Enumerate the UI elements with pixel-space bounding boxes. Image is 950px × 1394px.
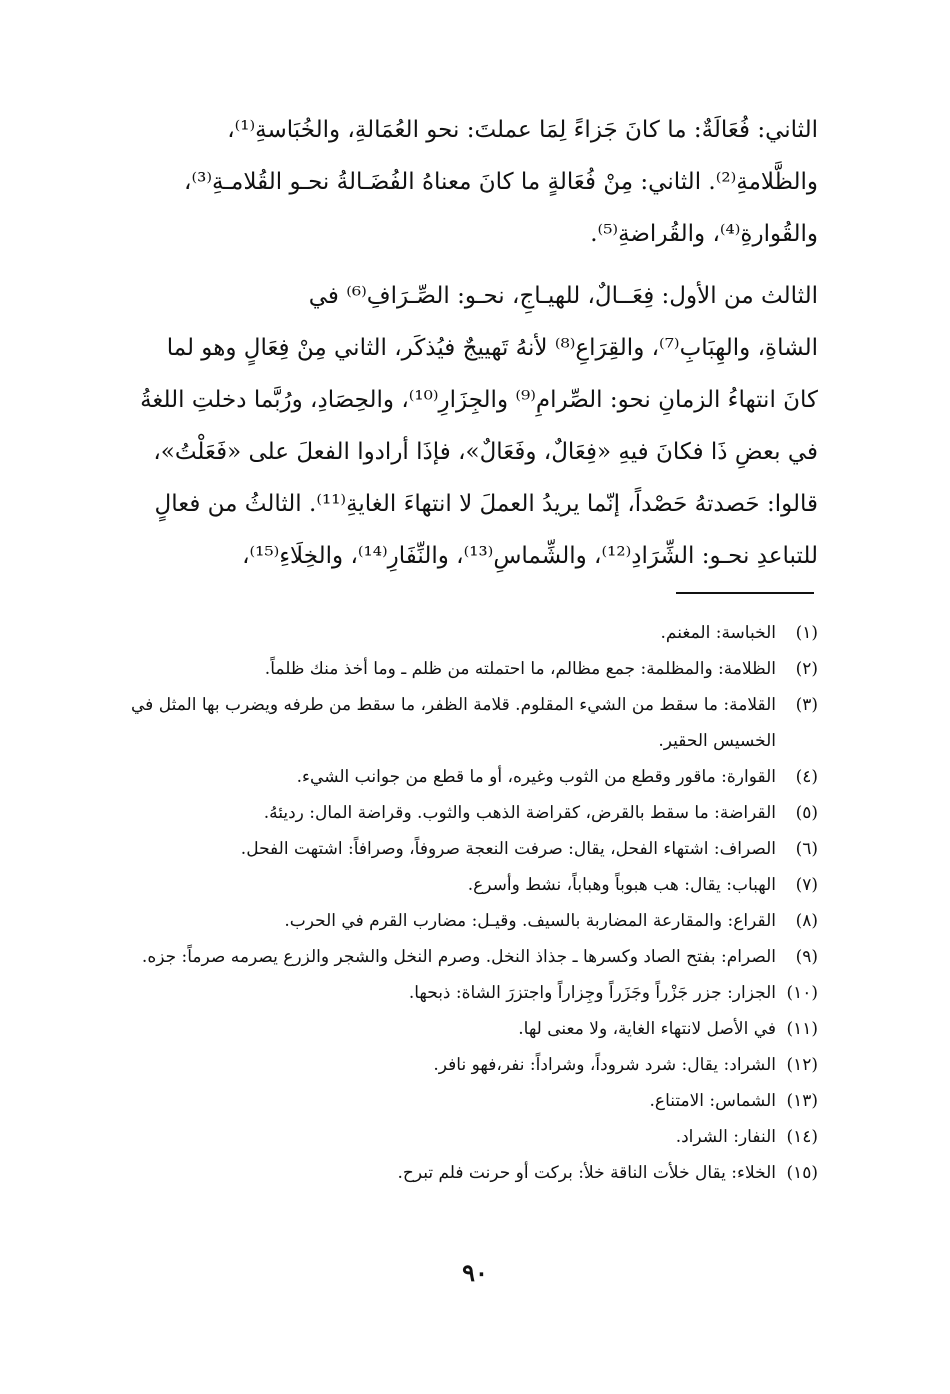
footnote-item [118,1119,818,1155]
footnote-text: الصرام: بفتح الصاد وكسرها ـ جذاذ النخل. وصرم النخل والشجر والزرع يصرمه صرماً: جزه. [141,947,776,967]
footnote-text: النفار: الشراد. [675,1127,776,1147]
footnote-number: (٩) [795,947,818,967]
footnote-number: (٤) [795,767,818,787]
footnote-item [118,1047,818,1083]
footnote-text: الشراد: يقال: شرد شروداً، وشراداً: نفر،فهو نافر. [433,1055,776,1075]
footnote-text: الهباب: يقال: هب هبوباً وهباباً، نشط وأسرع. [467,875,776,895]
footnote-item [118,795,818,831]
main-text [132,104,818,582]
text-line: كانَ انتهاءُ الزمانِ نحو: الصِّرامِ⁽⁹⁾ والجِزَارِ⁽¹⁰⁾، والحِصَادِ، ورُبَّما دخلتِ اللغةُ [140,387,818,413]
footnote-number: (٥) [795,803,818,823]
footnote-item [118,687,818,759]
text-line: والظَّلامةِ⁽²⁾. الثاني: مِنْ فُعَالةٍ ما كانَ معناهُ الفُضَـالةُ نحـو القُلامـةِ⁽³⁾، [184,169,818,195]
footnote-text: الشماس: الامتناع. [649,1091,776,1111]
footnote-number: (٨) [795,911,818,931]
text-line: في بعضِ ذَا فكانَ فيهِ «فِعَالٌ، وفَعَالٌ»، فإذَا أرادوا الفعلَ على «فَعَلْتُ»، [153,439,818,465]
footnote-text: القراضة: ما سقط بالقرض، كقراضة الذهب والثوب. وقراضة المال: رديئهُ. [263,803,776,823]
footnote-text: الصراف: اشتهاء الفحل، يقال: صرفت النعجة صروفاً، وصرافاً: اشتهت الفحل. [240,839,776,859]
footnote-divider [676,592,814,594]
footnote-number: (١٠) [786,983,818,1003]
body-paragraph [132,270,818,582]
footnote-text: القلامة: ما سقط من الشيء المقلوم. قلامة الظفر، ما سقط من طرفه ويضرب بها المثل في الخسيس الحقير. [131,695,776,751]
footnote-item [118,831,818,867]
footnote-text: الظلامة: والمظلمة: جمع مظالم، ما احتملته من ظلم ـ وما أخذ منك ظلماً. [264,659,776,679]
footnote-item [118,615,818,651]
footnote-number: (١٤) [786,1127,818,1147]
page-number: ٩٠ [462,1258,488,1287]
footnote-number: (١٢) [786,1055,818,1075]
text-line: الثالث من الأول: فِعَــالٌ، للهيـاجِ، نحـو: الصِّـرَافِ⁽⁶⁾ في [308,283,818,309]
text-line: الثاني: فُعَالَةٌ: ما كانَ جَزاءً لِمَا عملتَ: نحو العُمَالةِ، والخُبَاسةِ⁽¹⁾، [227,117,818,143]
footnote-number: (١) [795,623,818,643]
footnote-item [118,903,818,939]
footnote-text: القوارة: ماقور وقطع من الثوب وغيره، أو ما قطع من جوانب الشيء. [296,767,776,787]
footnote-text: الخلاء: يقال خلأت الناقة خلأ: بركت أو حرنت فلم تبرح. [397,1163,776,1183]
footnote-item [118,1083,818,1119]
footnote-text: الجزار: جزر جَزْراً وجَزَراً وجِزاراً واجتزرَ الشاة: ذبحها. [408,983,776,1003]
footnote-text: القراع: والمقارعة المضاربة بالسيف. وقيـل: مضارب القرم في الحرب. [284,911,776,931]
footnote-number: (١٣) [786,1091,818,1111]
footnote-number: (١١) [786,1019,818,1039]
text-line: قالوا: حَصدتهُ حَصْداً، إنّما يريدُ العملَ لا انتهاءَ الغايةِ⁽¹¹⁾. الثالثُ من فعالٍ [154,491,818,517]
footnote-number: (٢) [795,659,818,679]
footnote-item [118,1011,818,1047]
footnote-text: في الأصل لانتهاء الغاية، ولا معنى لها. [518,1019,776,1039]
footnote-item [118,651,818,687]
text-line: والقُوارةِ⁽⁴⁾، والقُراضةِ⁽⁵⁾. [590,221,818,247]
footnotes [118,615,818,1191]
footnote-number: (٦) [795,839,818,859]
footnote-text: الخباسة: المغنم. [660,623,776,643]
footnote-item [118,1155,818,1191]
body-paragraph [132,104,818,260]
footnote-number: (٧) [795,875,818,895]
text-line: للتباعدِ نحـو: الشِّرَادِ⁽¹²⁾، والشِّماسِ⁽¹³⁾، والنِّفَارِ⁽¹⁴⁾، والخِلَاءِ⁽¹⁵⁾، [242,543,818,569]
footnote-number: (١٥) [786,1163,818,1183]
text-line: الشاةِ، والهِبَابِ⁽⁷⁾، والقِرَاعِ⁽⁸⁾ لأنهُ تَهييجٌ فيُذكَر، الثاني مِنْ فِعَالٍ وهو لما [166,335,818,361]
footnote-item [118,939,818,975]
footnote-number: (٣) [795,695,818,715]
footnote-item [118,975,818,1011]
footnote-item [118,759,818,795]
footnote-item [118,867,818,903]
